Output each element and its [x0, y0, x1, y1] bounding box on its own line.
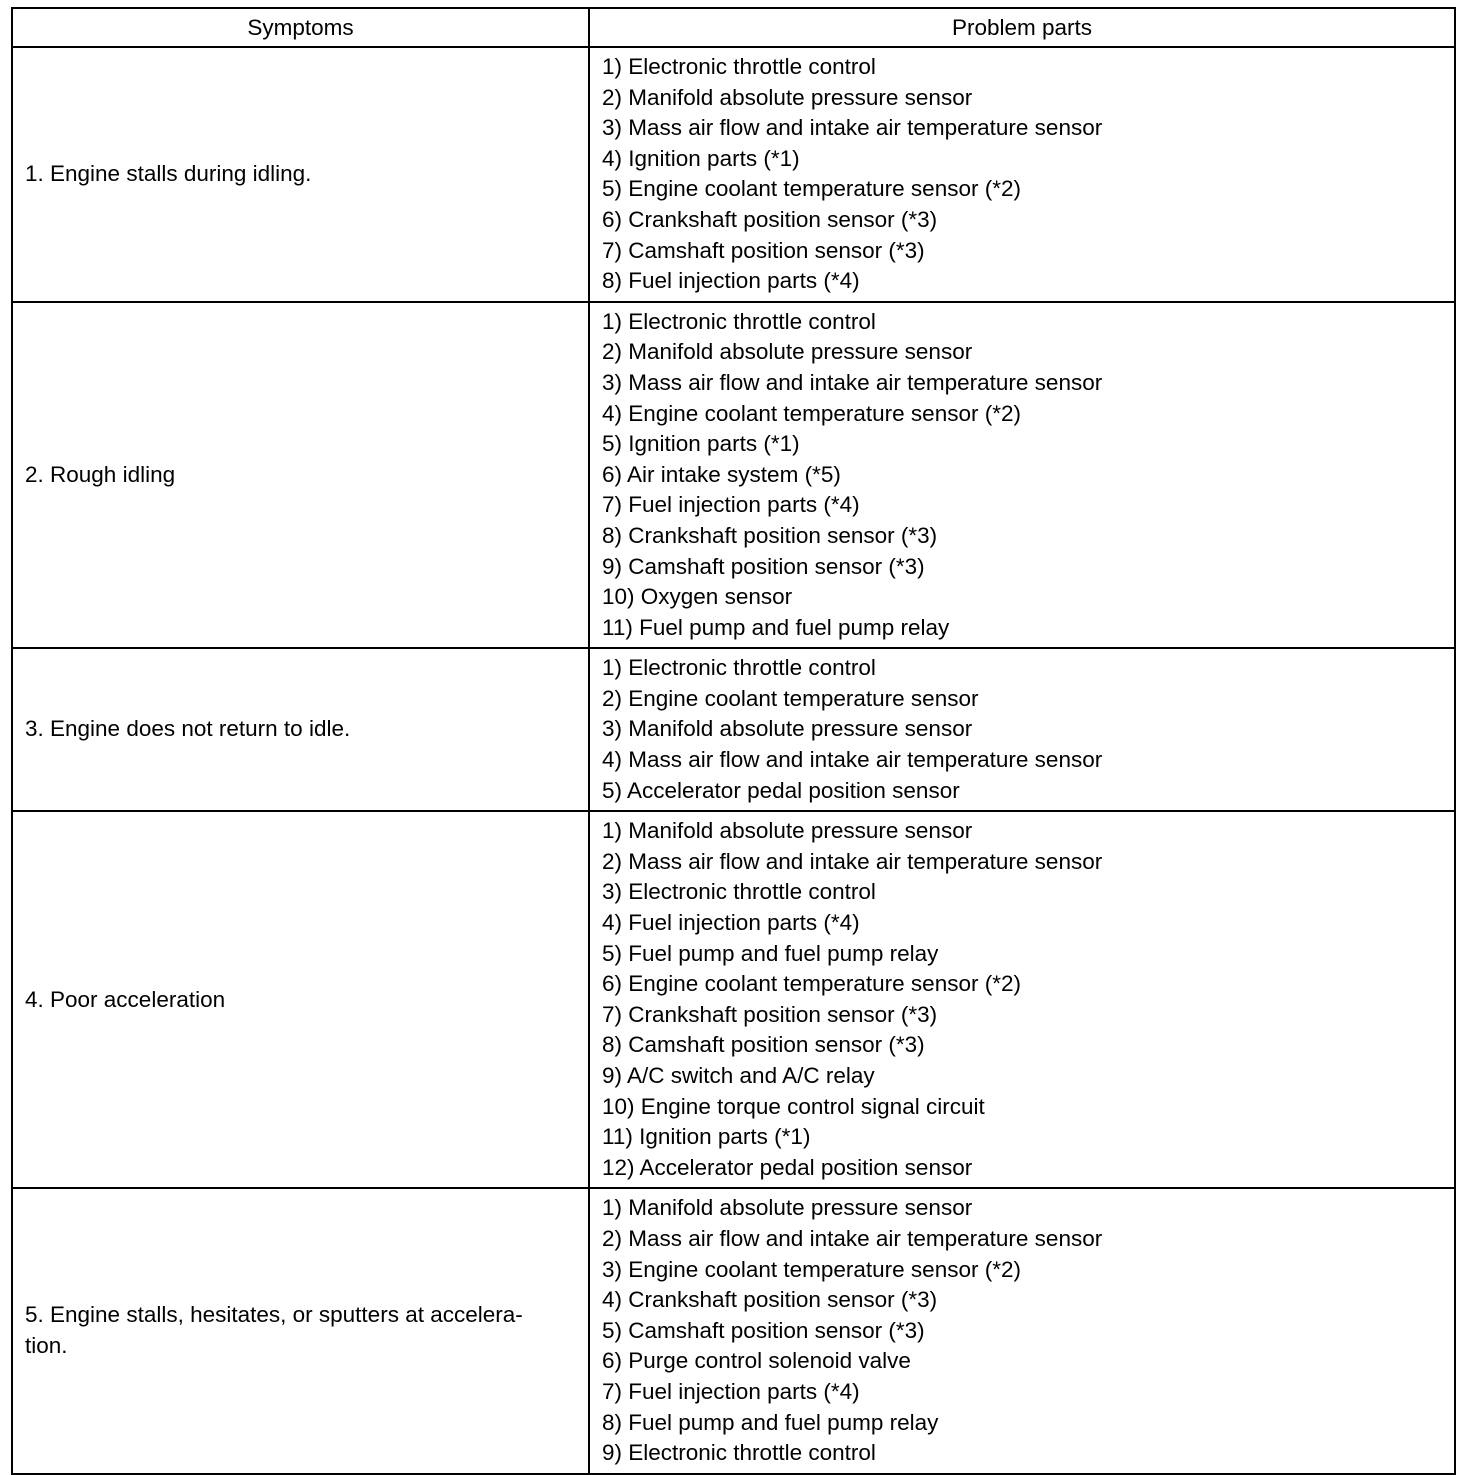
- table-row: [12, 648, 1455, 811]
- problem-parts-cell: [589, 302, 1455, 649]
- table-header-row: [12, 8, 1455, 47]
- part-item: 7) Fuel injection parts (*4): [602, 492, 860, 518]
- part-item: 2) Mass air flow and intake air temperature sensor: [602, 1225, 1103, 1251]
- part-item: 1) Manifold absolute pressure sensor: [602, 1195, 973, 1221]
- part-item: 1) Manifold absolute pressure sensor: [602, 818, 973, 844]
- part-item: 7) Fuel injection parts (*4): [602, 1378, 860, 1404]
- table-row: [12, 47, 1455, 302]
- part-item: 5) Engine coolant temperature sensor (*2): [602, 176, 1021, 202]
- part-item: 6) Crankshaft position sensor (*3): [602, 206, 938, 232]
- part-item: 5) Accelerator pedal position sensor: [602, 777, 960, 803]
- part-item: 2) Mass air flow and intake air temperature sensor: [602, 848, 1103, 874]
- part-item: 9) A/C switch and A/C relay: [602, 1063, 875, 1088]
- symptom-line: 5. Engine stalls, hesitates, or sputters at accelera-: [25, 1302, 523, 1328]
- part-item: 12) Accelerator pedal position sensor: [602, 1154, 973, 1180]
- part-item: 8) Camshaft position sensor (*3): [602, 1032, 925, 1058]
- part-item: 3) Mass air flow and intake air temperature sensor: [602, 115, 1103, 141]
- part-item: 2) Manifold absolute pressure sensor: [602, 84, 973, 110]
- part-item: 3) Mass air flow and intake air temperature sensor: [602, 369, 1103, 395]
- symptom-cell: 3. Engine does not return to idle.: [12, 648, 589, 811]
- part-item: 10) Engine torque control signal circuit: [602, 1093, 985, 1119]
- part-item: 2) Manifold absolute pressure sensor: [602, 339, 973, 365]
- part-item: 2) Engine coolant temperature sensor: [602, 685, 979, 711]
- part-item: 9) Camshaft position sensor (*3): [602, 553, 925, 579]
- part-item: 1) Electronic throttle control: [602, 308, 876, 334]
- problem-parts-cell: [589, 648, 1455, 811]
- part-item: 1) Electronic throttle control: [602, 54, 876, 79]
- symptom-cell: 4. Poor acceleration: [12, 811, 589, 1188]
- part-item: 11) Ignition parts (*1): [602, 1124, 811, 1150]
- table-row: [12, 811, 1455, 1188]
- part-item: 3) Engine coolant temperature sensor (*2): [602, 1256, 1021, 1282]
- part-item: 4) Crankshaft position sensor (*3): [602, 1287, 938, 1313]
- part-item: 4) Ignition parts (*1): [602, 145, 800, 171]
- part-item: 6) Engine coolant temperature sensor (*2): [602, 971, 1021, 997]
- part-item: 7) Crankshaft position sensor (*3): [602, 1001, 938, 1027]
- table-row: [12, 1188, 1455, 1473]
- symptom-line: tion.: [25, 1333, 68, 1359]
- symptom-cell: [12, 1188, 589, 1473]
- part-item: 3) Manifold absolute pressure sensor: [602, 716, 973, 742]
- problem-parts-cell: [589, 1188, 1455, 1473]
- part-item: 8) Fuel pump and fuel pump relay: [602, 1409, 939, 1435]
- part-item: 1) Electronic throttle control: [602, 655, 876, 681]
- header-problem-parts: Problem parts: [589, 8, 1455, 47]
- part-item: 6) Air intake system (*5): [602, 461, 841, 487]
- symptom-problem-parts-table: [11, 7, 1456, 1475]
- part-item: 9) Electronic throttle control: [602, 1440, 876, 1466]
- part-item: 6) Purge control solenoid valve: [602, 1348, 911, 1374]
- part-item: 7) Camshaft position sensor (*3): [602, 237, 925, 263]
- part-item: 5) Fuel pump and fuel pump relay: [602, 940, 939, 966]
- problem-parts-cell: [589, 47, 1455, 302]
- table-row: [12, 302, 1455, 649]
- part-item: 4) Fuel injection parts (*4): [602, 910, 860, 936]
- part-item: 5) Camshaft position sensor (*3): [602, 1317, 925, 1343]
- part-item: 8) Fuel injection parts (*4): [602, 268, 860, 294]
- part-item: 10) Oxygen sensor: [602, 584, 793, 610]
- problem-parts-cell: [589, 811, 1455, 1188]
- symptom-cell: 2. Rough idling: [12, 302, 589, 649]
- header-symptoms: Symptoms: [12, 8, 589, 47]
- part-item: 4) Mass air flow and intake air temperature sensor: [602, 747, 1103, 773]
- part-item: 8) Crankshaft position sensor (*3): [602, 522, 938, 548]
- part-item: 3) Electronic throttle control: [602, 879, 876, 905]
- symptom-cell: 1. Engine stalls during idling.: [12, 47, 589, 302]
- part-item: 4) Engine coolant temperature sensor (*2): [602, 400, 1021, 426]
- part-item: 11) Fuel pump and fuel pump relay: [602, 614, 950, 640]
- part-item: 5) Ignition parts (*1): [602, 431, 800, 457]
